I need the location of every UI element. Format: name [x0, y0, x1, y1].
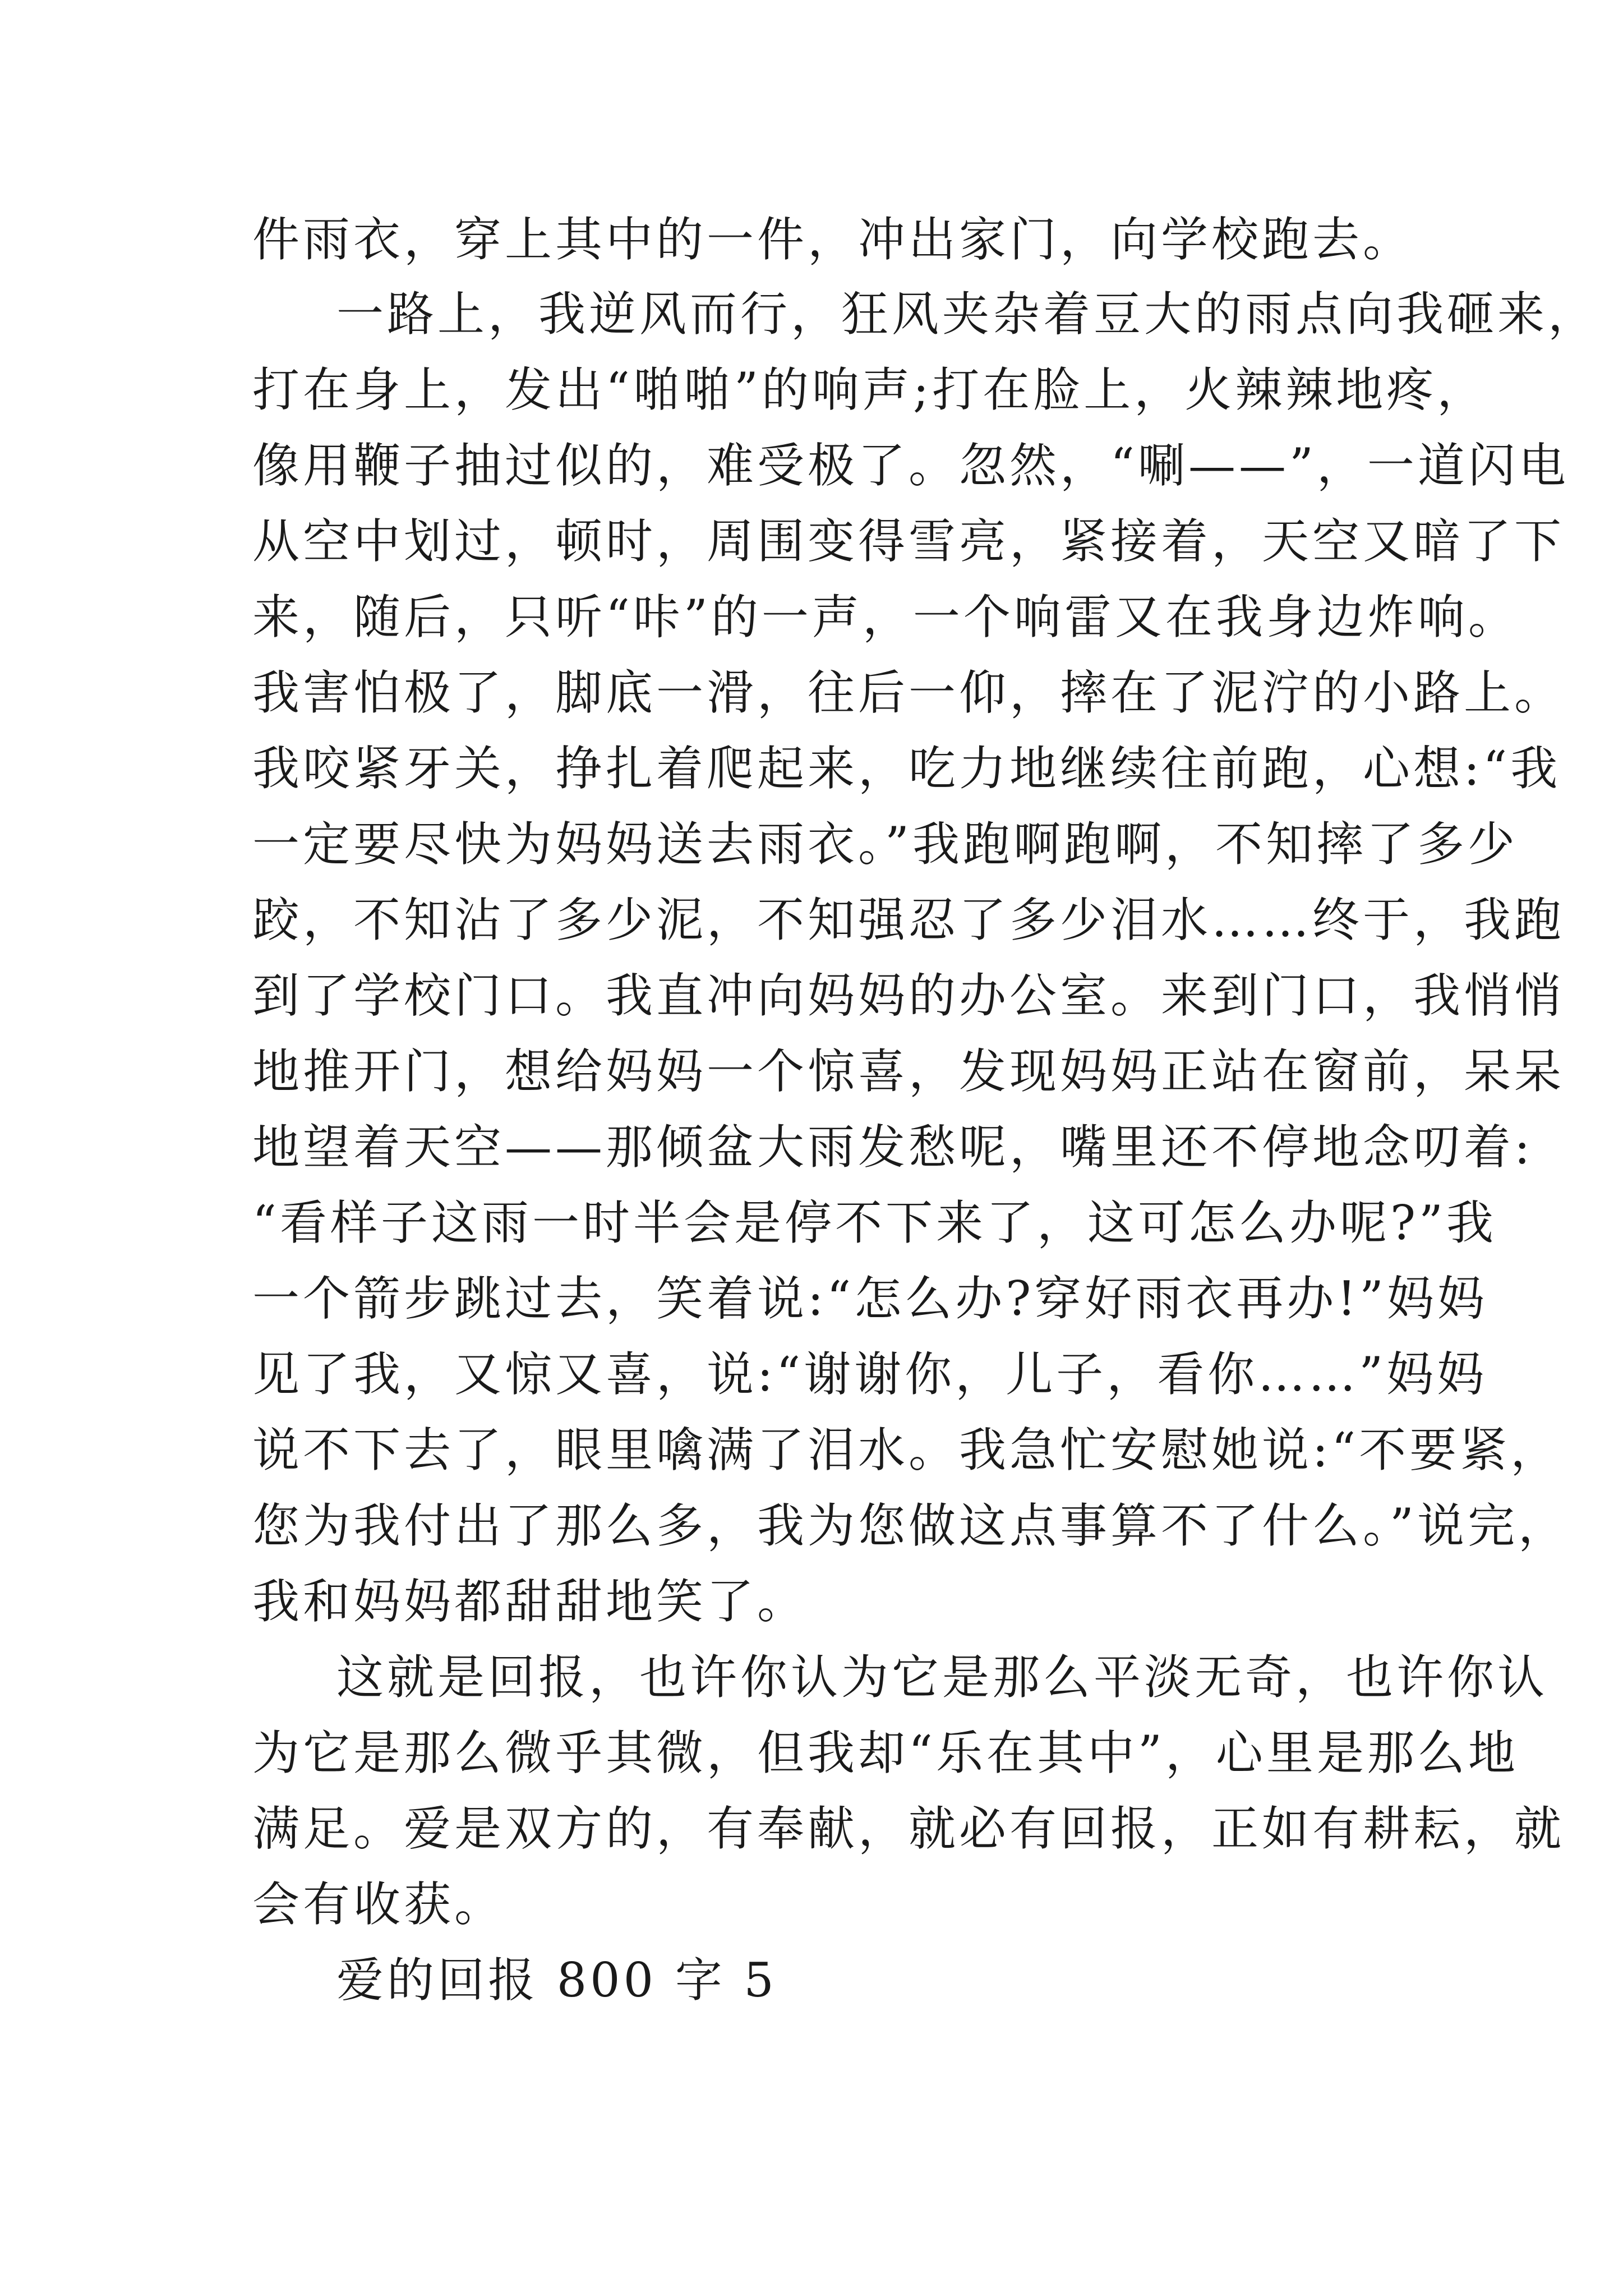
text-line: 这就是回报，也许你认为它是那么平淡无奇，也许你认	[336, 1650, 1548, 1705]
text-line: 到了学校门口。我直冲向妈妈的办公室。来到门口，我悄悄	[252, 968, 1565, 1023]
text-line: 我咬紧牙关，挣扎着爬起来，吃力地继续往前跑，心想:“我	[252, 741, 1561, 796]
section-heading: 爱的回报 800 字 5	[336, 1953, 777, 2008]
text-line: 一路上，我逆风而行，狂风夹杂着豆大的雨点向我砸来，	[336, 287, 1599, 342]
text-line: 会有收获。	[252, 1877, 505, 1932]
text-line: 打在身上，发出“啪啪”的响声;打在脸上，火辣辣地疼，	[252, 362, 1488, 417]
text-line: 地推开门，想给妈妈一个惊喜，发现妈妈正站在窗前，呆呆	[252, 1044, 1565, 1099]
text-line: 见了我，又惊又喜，说:“谢谢你，儿子，看你……”妈妈	[252, 1347, 1488, 1402]
text-line: 您为我付出了那么多，我为您做这点事算不了什么。”说完，	[252, 1498, 1569, 1553]
text-line: 从空中划过，顿时，周围变得雪亮，紧接着，天空又暗了下	[252, 514, 1565, 569]
text-line: “看样子这雨一时半会是停不下来了，这可怎么办呢?”我	[252, 1195, 1497, 1250]
text-line: 我害怕极了，脚底一滑，往后一仰，摔在了泥泞的小路上。	[252, 665, 1565, 720]
text-line: 一定要尽快为妈妈送去雨衣。”我跑啊跑啊，不知摔了多少	[252, 817, 1518, 872]
text-line: 跤，不知沾了多少泥，不知强忍了多少泪水……终于，我跑	[252, 892, 1565, 947]
text-line: 满足。爱是双方的，有奉献，就必有回报，正如有耕耘，就	[252, 1801, 1565, 1856]
text-line: 为它是那么微乎其微，但我却“乐在其中”，心里是那么地	[252, 1726, 1519, 1780]
text-line: 说不下去了，眼里噙满了泪水。我急忙安慰她说:“不要紧，	[252, 1423, 1561, 1478]
text-line: 一个箭步跳过去，笑着说:“怎么办?穿好雨衣再办!”妈妈	[252, 1271, 1488, 1326]
text-line: 地望着天空——那倾盆大雨发愁呢，嘴里还不停地念叨着:	[252, 1120, 1534, 1175]
text-line: 像用鞭子抽过似的，难受极了。忽然，“唰——”，一道闪电	[252, 438, 1569, 493]
text-line: 件雨衣，穿上其中的一件，冲出家门，向学校跑去。	[252, 212, 1414, 267]
text-line: 来，随后，只听“咔”的一声，一个响雷又在我身边炸响。	[252, 590, 1519, 645]
text-line: 我和妈妈都甜甜地笑了。	[252, 1574, 808, 1629]
